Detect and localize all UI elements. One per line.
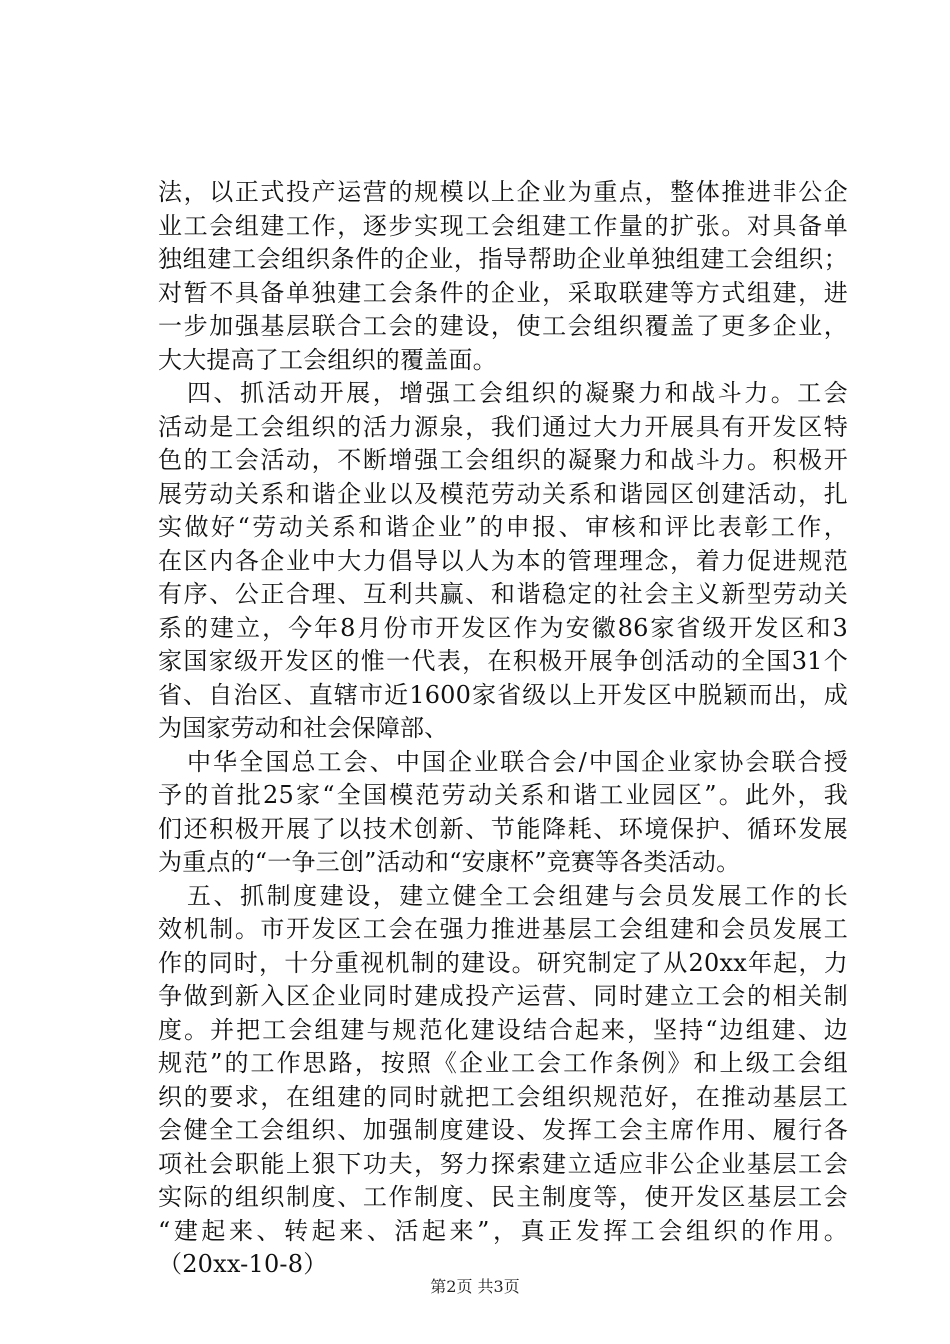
text-line: “建起来、转起来、活起来”，真正发挥工会组织的作用。 bbox=[158, 1216, 848, 1245]
text-line: 实做好“劳动关系和谐企业”的申报、审核和评比表彰工作， bbox=[158, 513, 848, 541]
text-line: 实际的组织制度、工作制度、民主制度等，使开发区基层工会 bbox=[158, 1183, 848, 1211]
text-line: 省、自治区、直辖市近1600家省级以上开发区中脱颖而出，成 bbox=[158, 680, 848, 709]
text-line: 业工会组建工作，逐步实现工会组建工作量的扩张。对具备单 bbox=[158, 211, 848, 240]
text-line: 法，以正式投产运营的规模以上企业为重点，整体推进非公企 bbox=[158, 178, 848, 206]
text-line: 家国家级开发区的惟一代表，在积极开展争创活动的全国31个 bbox=[158, 647, 848, 675]
text-line: 规范”的工作思路，按照《企业工会工作条例》和上级工会组 bbox=[158, 1049, 848, 1077]
text-line: 项社会职能上狠下功夫，努力探索建立适应非公企业基层工会 bbox=[158, 1149, 848, 1178]
text-line: 大大提高了工会组织的覆盖面。 bbox=[158, 345, 497, 374]
text-line: 效机制。市开发区工会在强力推进基层工会组建和会员发展工 bbox=[158, 915, 848, 943]
page-number-footer: 第2页 共3页 bbox=[430, 1277, 520, 1296]
text-line: 作的同时，十分重视机制的建设。研究制定了从20xx年起，力 bbox=[158, 948, 848, 977]
text-line: 对暂不具备单独建工会条件的企业，采取联建等方式组建，进 bbox=[158, 278, 848, 307]
text-line: 活动是工会组织的活力源泉，我们通过大力开展具有开发区特 bbox=[158, 412, 848, 441]
text-line: 予的首批25家“全国模范劳动关系和谐工业园区”。此外，我 bbox=[158, 781, 848, 809]
text-line: 展劳动关系和谐企业以及模范劳动关系和谐园区创建活动，扎 bbox=[158, 479, 848, 508]
text-line: 独组建工会组织条件的企业，指导帮助企业单独组建工会组织； bbox=[158, 245, 848, 273]
text-line: 一步加强基层联合工会的建设，使工会组织覆盖了更多企业， bbox=[158, 312, 848, 340]
text-line: 有序、公正合理、互利共赢、和谐稳定的社会主义新型劳动关 bbox=[158, 580, 848, 608]
text-line: 在区内各企业中大力倡导以人为本的管理理念，着力促进规范 bbox=[158, 546, 848, 575]
paragraph-start-line: 中华全国总工会、中国企业联合会/中国企业家协会联合授 bbox=[187, 747, 848, 776]
paragraph-start-line: 四、抓活动开展，增强工会组织的凝聚力和战斗力。工会 bbox=[187, 379, 848, 407]
date-line: （20xx-10-8） bbox=[158, 1250, 328, 1278]
text-line: 度。并把工会组建与规范化建设结合起来，坚持“边组建、边 bbox=[158, 1015, 848, 1044]
text-line: 系的建立，今年8月份市开发区作为安徽86家省级开发区和3 bbox=[158, 613, 848, 642]
text-line: 们还积极开展了以技术创新、节能降耗、环境保护、循环发展 bbox=[158, 814, 848, 843]
paragraph-start-line: 五、抓制度建设，建立健全工会组建与会员发展工作的长 bbox=[187, 881, 848, 910]
text-line: 争做到新入区企业同时建成投产运营、同时建立工会的相关制 bbox=[158, 982, 848, 1010]
text-line: 会健全工会组织、加强制度建设、发挥工会主席作用、履行各 bbox=[158, 1116, 848, 1144]
text-line: 为国家劳动和社会保障部、 bbox=[158, 714, 449, 742]
text-line: 织的要求，在组建的同时就把工会组织规范好，在推动基层工 bbox=[158, 1082, 848, 1111]
text-line: 为重点的“一争三创”活动和“安康杯”竞赛等各类活动。 bbox=[158, 848, 741, 876]
body-text bbox=[158, 176, 848, 1282]
text-line: 色的工会活动，不断增强工会组织的凝聚力和战斗力。积极开 bbox=[158, 446, 848, 474]
